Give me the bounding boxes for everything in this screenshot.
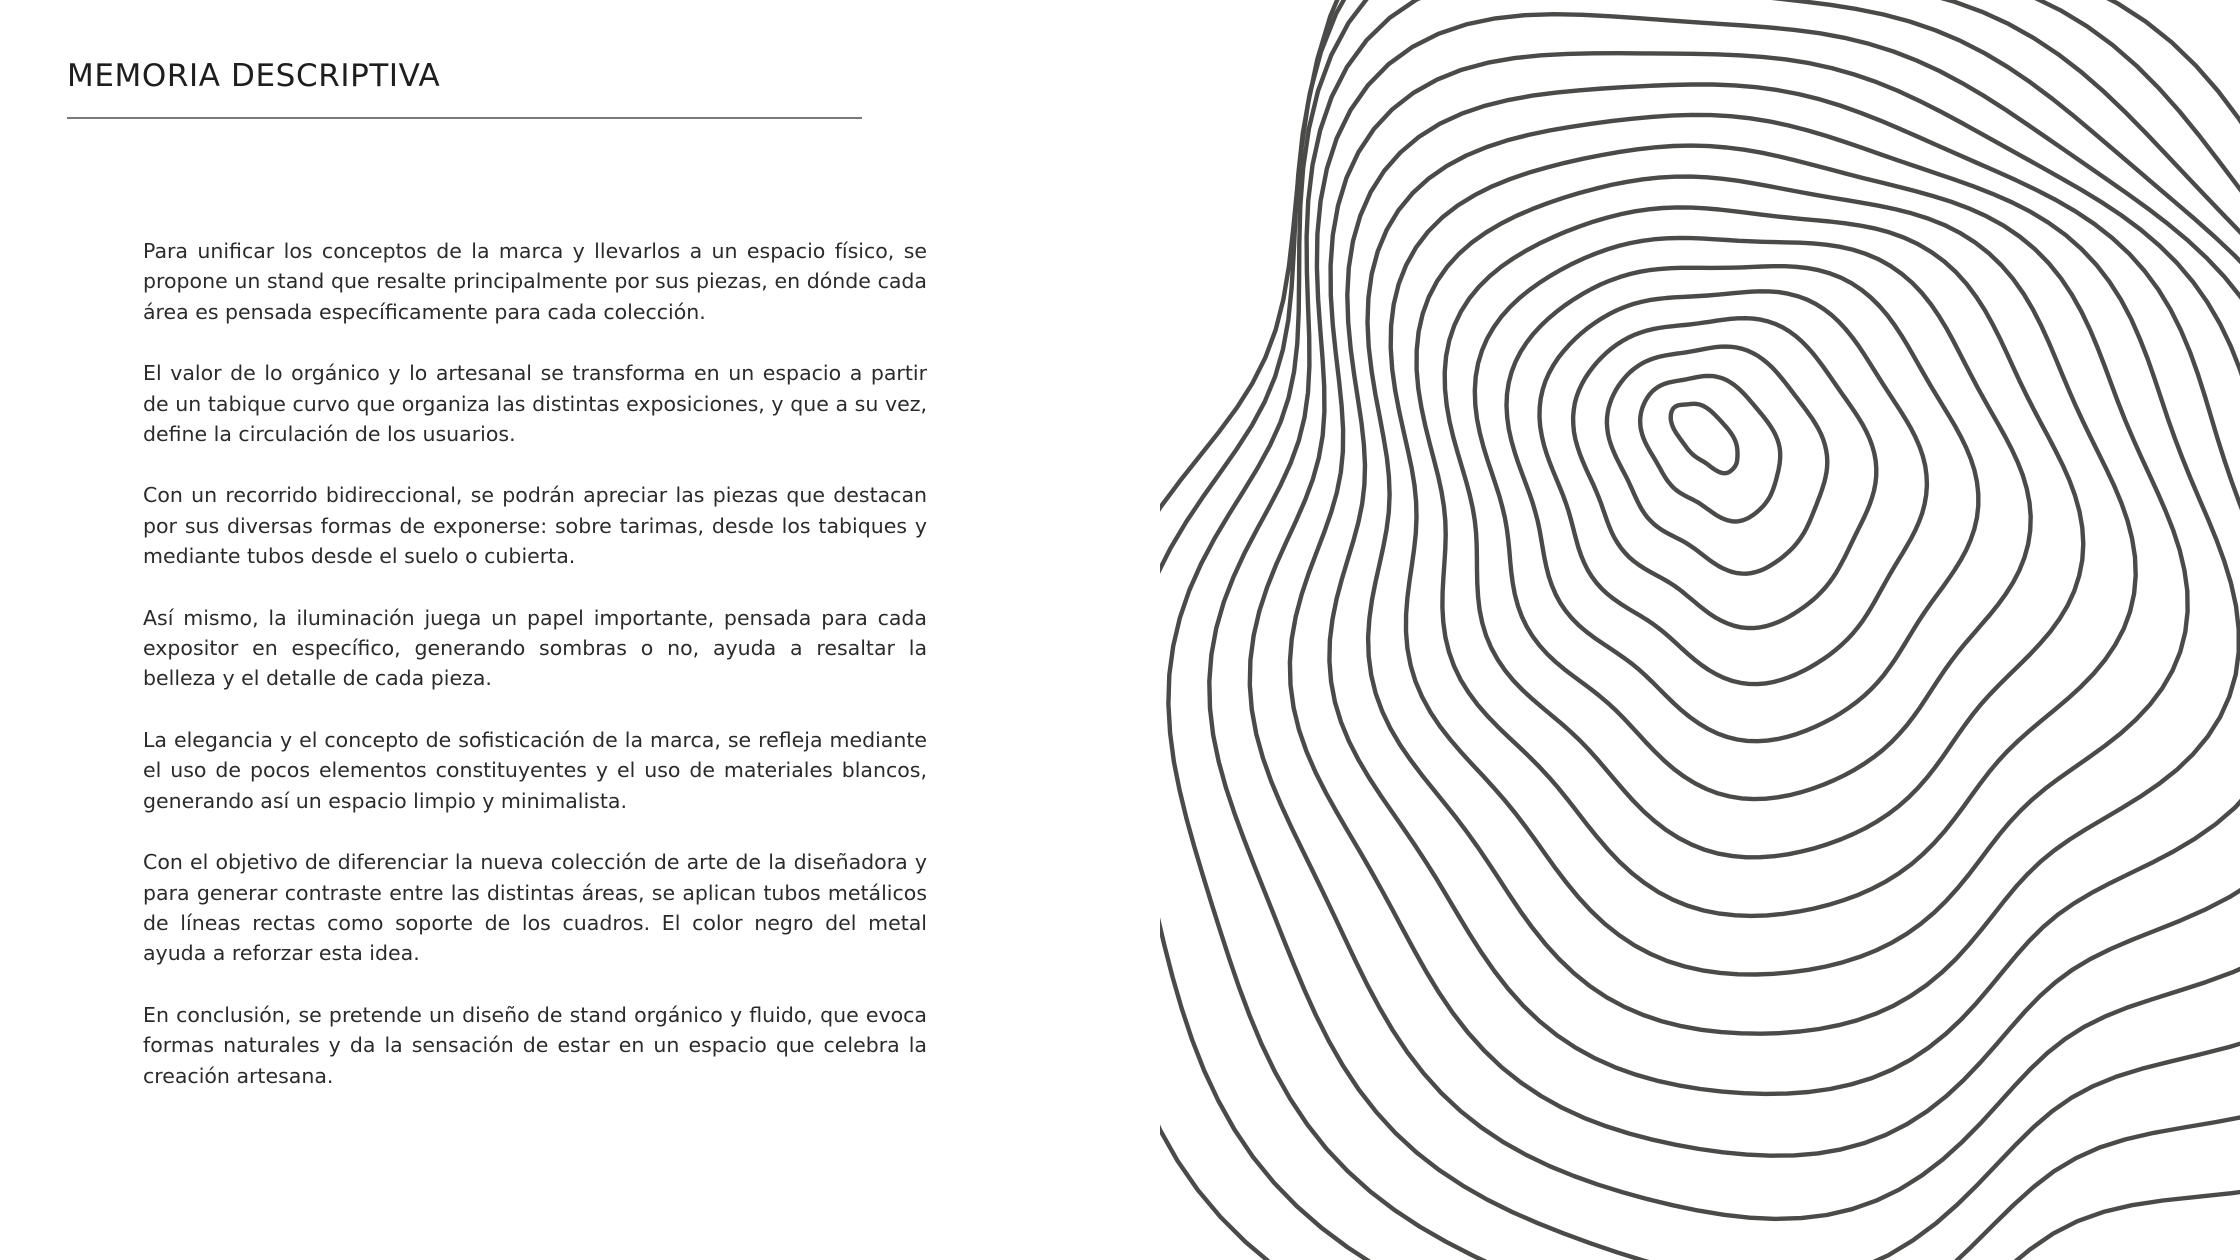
contour-ring <box>1290 53 2240 1156</box>
title-divider <box>67 117 862 119</box>
paragraph-7: En conclusión, se pretende un diseño de stand orgánico y fluido, que evoca formas naturales y da la sensación de estar en un espacio que celebra la creación artesana. <box>143 1002 927 1088</box>
contour-ring <box>1329 85 2240 1094</box>
description-text-block <box>143 236 927 1122</box>
contour-lines-group <box>1160 0 2240 1260</box>
paragraph-3: Con un recorrido bidireccional, se podrán apreciar las piezas que destacan por sus diversas formas de exponerse: sobre tarimas, desde los tabiques y mediante tubos desde el suelo o cubierta. <box>143 483 927 569</box>
contour-ring <box>1671 404 1738 473</box>
paragraph-6: Con el objetivo de diferenciar la nueva colección de arte de la diseñadora y para generar contraste entre las distintas áreas, se aplican tubos metálicos de líneas rectas como soporte de los cuadros. El color negro del metal ayuda a reforzar esta idea. <box>143 850 927 966</box>
topographic-contour-illustration <box>1160 0 2240 1260</box>
contour-ring <box>1475 238 2031 799</box>
paragraph-4: Así mismo, la iluminación juega un papel importante, pensada para cada expositor en específico, generando sombras o no, ayuda a resaltar la belleza y el detalle de cada pieza. <box>143 605 927 691</box>
contour-ring <box>1640 376 1780 522</box>
paragraph-1: Para unificar los conceptos de la marca y llevarlos a un espacio físico, se propone un stand que resalte principalmente por sus piezas, en dónde cada área es pensada específicamente para cada colección. <box>143 239 927 324</box>
contour-ring <box>1209 0 2240 1260</box>
contour-ring <box>1607 347 1827 574</box>
page-title: MEMORIA DESCRIPTIVA <box>67 58 441 94</box>
paragraph-5: La elegancia y el concepto de sofisticación de la marca, se refleja mediante el uso de pocos elementos constituyentes y el uso de materiales blancos, generando así un espacio limpio y minimalista. <box>143 727 927 813</box>
contour-ring <box>1368 115 2239 1034</box>
paragraph-2: El valor de lo orgánico y lo artesanal se transforma en un espacio a partir de un tabique curvo que organiza las distintas exposiciones, y que a su vez, define la circulación de los usuarios. <box>143 361 927 447</box>
